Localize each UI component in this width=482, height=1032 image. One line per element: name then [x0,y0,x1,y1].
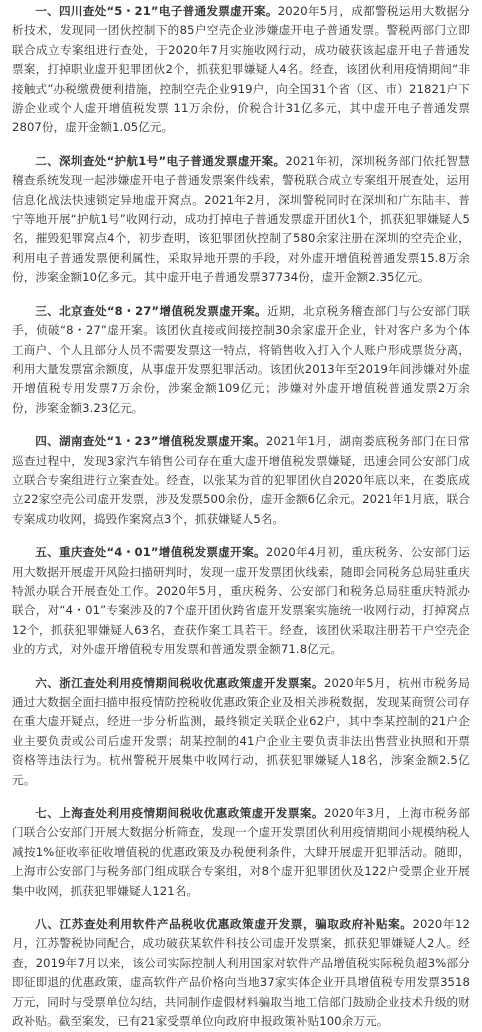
case-paragraph-1 [12,2,470,138]
case-paragraph-3 [12,302,470,418]
case-body-2: 2021年初，深圳税务部门依托智慧稽查系统发现一起涉嫌虚开电子普通发票案件线索，警税联合成立专案组开展查处，运用信息化战法快速锁定异地虚开窝点。2021年2月，深圳警税同时在深圳和广东陆丰、普宁等地开展“护航1号”收网行动，成功打掉电子普通发票虚开团伙1个，抓获犯罪嫌疑人5名，摧毁犯罪窝点4个，初步查明，该犯罪团伙控制了580余家注册在深圳的空壳企业，利用电子普通发票便利属性，采取异地开票的手段，对外虚开增值税普通发票15.8万余份，涉案金额10亿多元。其中虚开电子普通发票37734份，虚开金额2.35亿元。 [12,153,470,285]
case-paragraph-2 [12,152,470,288]
case-paragraph-5 [12,543,470,659]
case-heading-2: 二、深圳查处“护航1号”电子普通发票虚开案。 [35,153,286,168]
case-heading-8: 八、江苏查处利用软件产品税收优惠政策虚开发票，骗取政府补贴案。 [35,917,413,932]
case-paragraph-7 [12,804,470,901]
case-body-1: 2020年5月，成都警税运用大数据分析技术，发现同一团伙控制下的85户空壳企业涉嫌虚开电子普通发票。警税两部门立即联合成立专案组进行查处，于2020年7月实施收网行动，成功破获该起虚开电子普通发票案，打掉职业虚开犯罪团伙2个，抓获犯罪嫌疑人4名。经查，该团伙利用疫情期间“非接触式”办税缴费便利措施，控制空壳企业919户，向全国31个省（区、市）21821户下游企业或个人虚开增值税发票 11万余份，价税合计31亿多元，其中虚开电子普通发票2807份，虚开金额1.05亿元。 [12,4,470,135]
case-body-3: 近期，北京税务稽查部门与公安部门联手，侦破“8・27”虚开案。该团伙直接或间接控制30余家虚开企业，针对客户多为个体工商户、个人且部分人员不需要发票这一特点，将销售收入打入个人账户形成票货分离，利用大量发票富余额度，从事虚开发票犯罪活动。该团伙2013年至2019年间涉嫌对外虚开增值税专用发票7万余份，涉案金额109亿元；涉嫌对外虚开增值税普通发票2万余份，涉案金额3.23亿元。 [12,303,470,415]
case-heading-7: 七、上海查处利用疫情期间税收优惠政策虚开发票案。 [35,806,324,821]
case-heading-6: 六、浙江查处利用疫情期间税收优惠政策虚开发票案。 [35,675,324,690]
case-heading-3: 三、北京查处“8・27”增值税发票虚开案。 [35,303,267,318]
case-body-7: 2020年3月，上海市税务部门联合公安部门开展大数据分析筛查，发现一个虚开发票团伙利用疫情期间小规模纳税人减按1%征收率征收增值税的优惠政策及办税便利条件，大肆开展虚开犯罪活动。随即，上海市公安部门与税务部门组成联合专案组，对8个虚开犯罪团伙及122户受票企业开展集中收网，抓获犯罪嫌疑人121名。 [12,806,470,898]
case-body-8: 2020年12月，江苏警税协同配合，成功破获某软件科技公司虚开发票案，抓获犯罪嫌疑人2人。经查，2019年7月以来，该公司实际控制人利用国家对软件产品增值税实际税负超3%部分即征即退的优惠政策，虚高软件产品价格向当地37家实体企业开具增值税专用发票3518万元，同时与受票单位勾结，共同制作虚假材料骗取当地工信部门鼓励企业技术升级的财政补贴。截至案发，已有21家受票单位向政府申报政策补贴100余万元。 [12,917,470,1029]
case-body-6: 2020年5月，杭州市税务局通过大数据全面扫描申报疫情防控税收优惠政策企业及相关涉税数据，发现某商贸公司存在重大虚开疑点，经进一步分析监测，最终锁定关联企业62户，其中李某控制的21户企业主要负责或公司后虚开发票；胡某控制的41户企业主要负责非法出售营业执照和开票资格等违法行为。杭州警税开展集中收网行动，抓获犯罪嫌疑人18名，涉案金额2.5亿元。 [12,675,470,787]
case-paragraph-4 [12,432,470,529]
case-paragraph-6 [12,674,470,790]
case-paragraph-8 [12,915,470,1031]
case-body-5: 2020年4月初，重庆税务、公安部门运用大数据开展虚开风险扫描研判时，发现一虚开发票团伙线索，随即会同税务总局驻重庆特派办联合开展查处工作。2020年5月，重庆税务、公安部门和税务总局驻重庆特派办联合，对“4・01”专案涉及的7个虚开团伙跨省虚开发票案实施统一收网行动，打掉窝点12个，抓获犯罪嫌疑人63名，查获作案工具若干。经查，该团伙采取注册若干户空壳企业的方式，对外虚开增值税专用发票和普通发票金额71.8亿元。 [12,545,470,657]
case-heading-5: 五、重庆查处“4・01”增值税发票虚开案。 [35,545,266,560]
case-heading-1: 一、四川查处“5・21”电子普通发票虚开案。 [35,4,278,18]
case-heading-4: 四、湖南查处“1・23”增值税发票虚开案。 [35,434,266,449]
case-body-4: 2021年1月，湖南娄底税务部门在日常巡查过程中，发现3家汽车销售公司存在重大虚开增值税发票嫌疑，迅速会同公安部门成立联合专案组进行立案查处。经查，以张某为首的犯罪团伙自2020年底以来，在娄底成立22家空壳公司虚开发票，涉及发票500余份，虚开金额6亿余元。2021年1月底，联合专案成功收网，捣毁作案窝点3个，抓获嫌疑人5名。 [12,434,470,526]
